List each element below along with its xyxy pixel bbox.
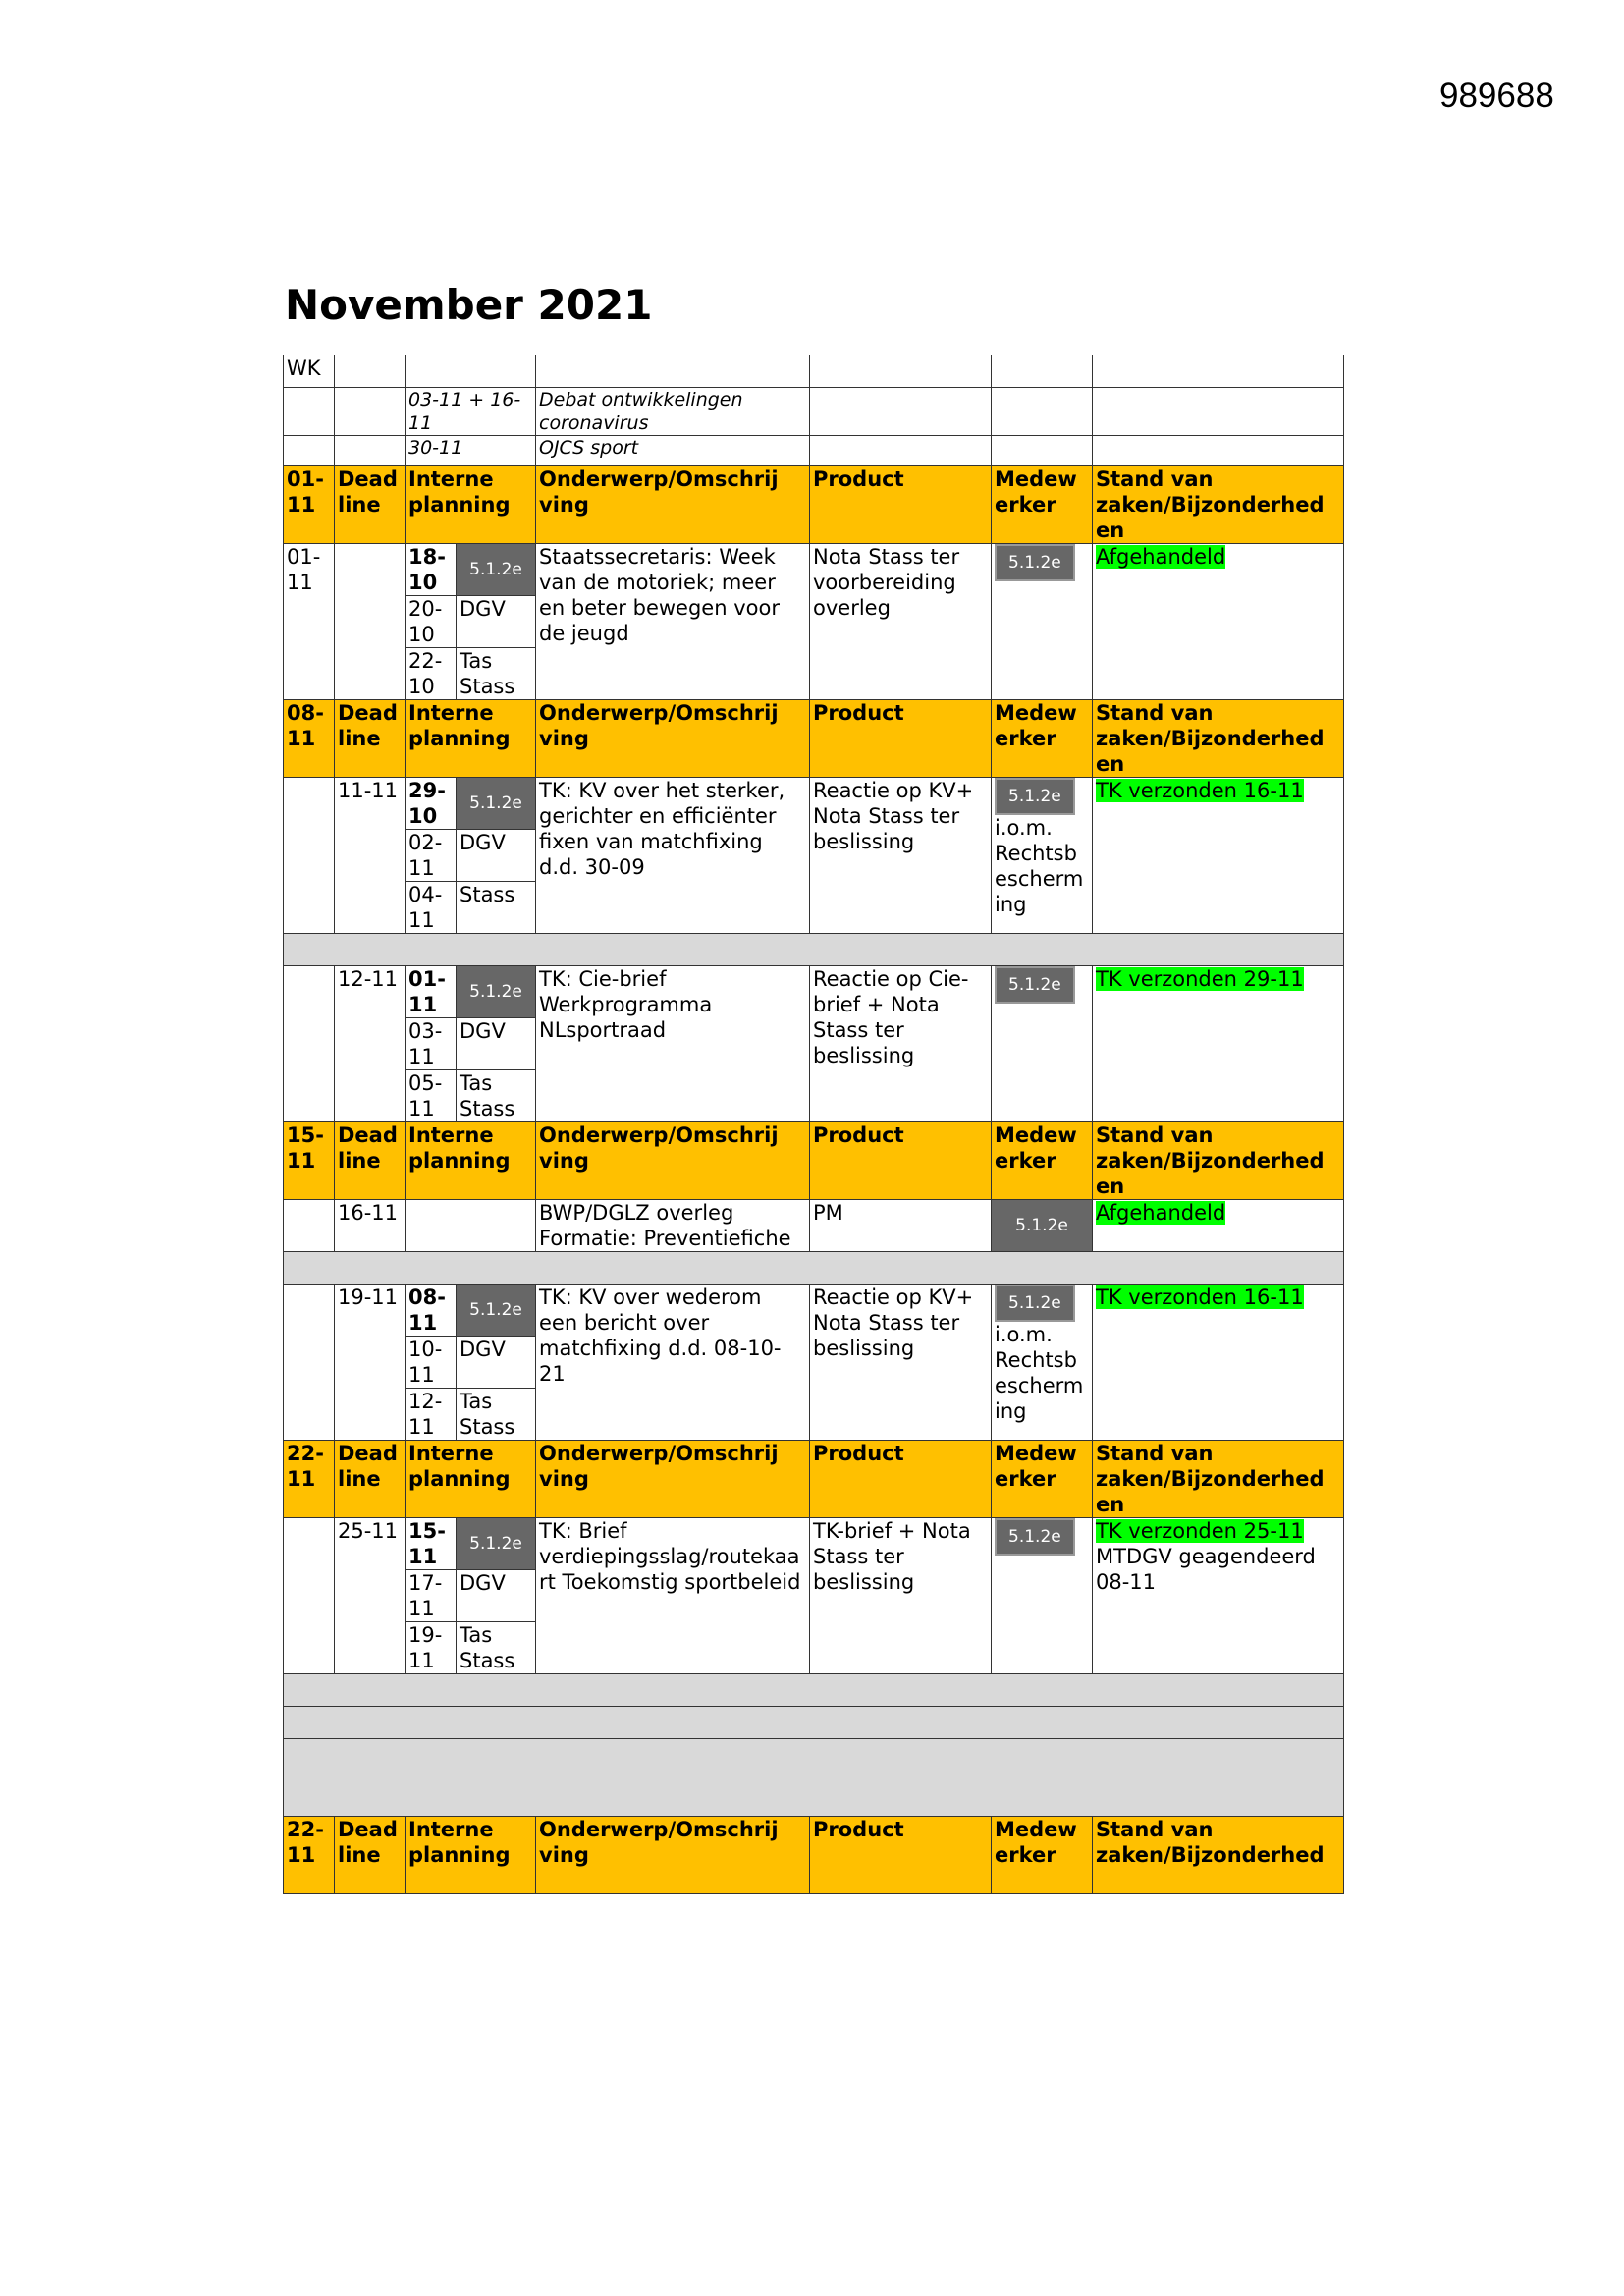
page-title: November 2021 (285, 281, 653, 329)
status-badge: TK verzonden 16-11 (1096, 779, 1304, 802)
header-planning: Interne planning (406, 466, 536, 544)
status-note: MTDGV geagendeerd 08-11 (1096, 1545, 1316, 1594)
status-cell (1093, 1285, 1344, 1441)
planning-who: DGV (457, 1337, 536, 1389)
header-row (284, 700, 1344, 778)
header-status: Stand van zaken/Bijzonderhed en (1093, 1122, 1344, 1200)
header-employee: Medew erker (992, 1441, 1093, 1518)
table-row (284, 966, 1344, 1018)
planning-who: Stass (457, 882, 536, 934)
week-cell: 01-11 (284, 544, 335, 700)
table-row (284, 355, 1344, 388)
employee-cell (992, 544, 1093, 700)
planning-who: Tas Stass (457, 648, 536, 700)
planning-date: 05-11 (406, 1070, 457, 1122)
planning-who: DGV (457, 830, 536, 882)
subject-cell: TK: Brief verdiepingsslag/routekaart Toekomstig sportbeleid (536, 1518, 810, 1674)
header-planning: Interne planning (406, 1441, 536, 1518)
planning-who: Tas Stass (457, 1070, 536, 1122)
planning-who: Tas Stass (457, 1389, 536, 1441)
week-label: 22-11 (284, 1817, 335, 1894)
status-badge: TK verzonden 29-11 (1096, 967, 1304, 991)
table-row (284, 1285, 1344, 1337)
week-cell (284, 1200, 335, 1252)
status-cell (1093, 544, 1344, 700)
planning-date: 12-11 (406, 1389, 457, 1441)
product-cell: TK-brief + Nota Stass ter beslissing (810, 1518, 992, 1674)
employee-cell: 5.1.2e i.o.m. Rechtsb escherm ing (992, 778, 1093, 934)
subject-cell: BWP/DGLZ overleg Formatie: Preventiefiche (536, 1200, 810, 1252)
planning-cell: 03-11 + 16-11 (406, 388, 536, 436)
table-row (284, 1200, 1344, 1252)
product-cell: Reactie op Cie-brief + Nota Stass ter beslissing (810, 966, 992, 1122)
redacted-block: 5.1.2e (457, 1285, 536, 1337)
week-label: 08-11 (284, 700, 335, 778)
week-label: 22-11 (284, 1441, 335, 1518)
table-row (284, 778, 1344, 830)
deadline-cell: 16-11 (335, 1200, 406, 1252)
table-row (284, 1518, 1344, 1570)
planning-date: 10-11 (406, 1337, 457, 1389)
header-product: Product (810, 1122, 992, 1200)
header-subject: Onderwerp/Omschrij ving (536, 1122, 810, 1200)
redacted-block: 5.1.2e (457, 1518, 536, 1570)
redacted-block: 5.1.2e (457, 778, 536, 830)
redacted-block: 5.1.2e (995, 544, 1075, 581)
planning-who: Tas Stass (457, 1622, 536, 1674)
planning-date: 29-10 (406, 778, 457, 830)
status-cell (1093, 1200, 1344, 1252)
status-badge: Afgehandeld (1096, 545, 1226, 569)
header-deadline: Dead line (335, 466, 406, 544)
week-cell (284, 966, 335, 1122)
planning-date: 22-10 (406, 648, 457, 700)
header-row (284, 1122, 1344, 1200)
week-label: 01-11 (284, 466, 335, 544)
subject-cell: Staatssecretaris: Week van de motoriek; meer en beter bewegen voor de jeugd (536, 544, 810, 700)
planning-who: DGV (457, 596, 536, 648)
product-cell: PM (810, 1200, 992, 1252)
separator-row (284, 1739, 1344, 1817)
redacted-block: 5.1.2e (995, 1518, 1075, 1556)
subject-cell: TK: KV over het sterker, gerichter en efficiënter fixen van matchfixing d.d. 30-09 (536, 778, 810, 934)
week-cell (284, 778, 335, 934)
planning-date: 08-11 (406, 1285, 457, 1337)
product-cell: Reactie op KV+ Nota Stass ter beslissing (810, 1285, 992, 1441)
header-status: Stand van zaken/Bijzonderhed en (1093, 466, 1344, 544)
planning-who: DGV (457, 1570, 536, 1622)
week-cell (284, 1285, 335, 1441)
header-row (284, 1817, 1344, 1894)
deadline-cell: 12-11 (335, 966, 406, 1122)
planning-date: 02-11 (406, 830, 457, 882)
separator-row (284, 1707, 1344, 1739)
header-employee: Medew erker (992, 466, 1093, 544)
table-row (284, 436, 1344, 466)
separator-row (284, 934, 1344, 966)
redacted-block: 5.1.2e (992, 1200, 1093, 1252)
deadline-cell (335, 544, 406, 700)
planning-date: 03-11 (406, 1018, 457, 1070)
deadline-cell: 25-11 (335, 1518, 406, 1674)
header-row (284, 1441, 1344, 1518)
header-deadline: Dead line (335, 1122, 406, 1200)
header-employee: Medew erker (992, 1817, 1093, 1894)
employee-cell: 5.1.2e i.o.m. Rechtsb escherm ing (992, 1285, 1093, 1441)
week-cell (284, 1518, 335, 1674)
planning-who: DGV (457, 1018, 536, 1070)
planning-date: 20-10 (406, 596, 457, 648)
planning-date: 15-11 (406, 1518, 457, 1570)
header-status: Stand van zaken/Bijzonderhed en (1093, 700, 1344, 778)
header-product: Product (810, 1817, 992, 1894)
planning-date: 18-10 (406, 544, 457, 596)
header-subject: Onderwerp/Omschrij ving (536, 1441, 810, 1518)
status-badge: TK verzonden 16-11 (1096, 1285, 1304, 1309)
table-row (284, 388, 1344, 436)
subject-cell: TK: KV over wederom een bericht over matchfixing d.d. 08-10-21 (536, 1285, 810, 1441)
employee-cell (992, 966, 1093, 1122)
deadline-cell: 19-11 (335, 1285, 406, 1441)
header-employee: Medew erker (992, 700, 1093, 778)
product-cell: Reactie op KV+ Nota Stass ter beslissing (810, 778, 992, 934)
subject-cell: OJCS sport (536, 436, 810, 466)
header-status: Stand van zaken/Bijzonderhed en (1093, 1441, 1344, 1518)
header-planning: Interne planning (406, 700, 536, 778)
deadline-cell: 11-11 (335, 778, 406, 934)
separator-row (284, 1252, 1344, 1285)
header-deadline: Dead line (335, 1817, 406, 1894)
table-row (284, 544, 1344, 596)
subject-cell: TK: Cie-brief Werkprogramma NLsportraad (536, 966, 810, 1122)
week-label: 15-11 (284, 1122, 335, 1200)
status-badge: Afgehandeld (1096, 1201, 1226, 1225)
header-product: Product (810, 700, 992, 778)
planning-date: 01-11 (406, 966, 457, 1018)
status-cell (1093, 966, 1344, 1122)
wk-label: WK (284, 355, 335, 388)
redacted-block: 5.1.2e (995, 966, 1075, 1004)
product-cell: Nota Stass ter voorbereiding overleg (810, 544, 992, 700)
header-status: Stand van zaken/Bijzonderhed (1093, 1817, 1344, 1894)
planning-date: 04-11 (406, 882, 457, 934)
header-employee: Medew erker (992, 1122, 1093, 1200)
planning-date: 19-11 (406, 1622, 457, 1674)
redacted-block: 5.1.2e (995, 778, 1075, 815)
header-row (284, 466, 1344, 544)
header-subject: Onderwerp/Omschrij ving (536, 1817, 810, 1894)
separator-row (284, 1674, 1344, 1707)
header-subject: Onderwerp/Omschrij ving (536, 466, 810, 544)
redacted-block: 5.1.2e (457, 544, 536, 596)
document-number: 989688 (1439, 77, 1554, 115)
planning-cell: 30-11 (406, 436, 536, 466)
status-badge: TK verzonden 25-11 (1096, 1519, 1304, 1543)
header-planning: Interne planning (406, 1122, 536, 1200)
header-product: Product (810, 1441, 992, 1518)
status-cell (1093, 778, 1344, 934)
header-product: Product (810, 466, 992, 544)
header-subject: Onderwerp/Omschrij ving (536, 700, 810, 778)
planning-date: 17-11 (406, 1570, 457, 1622)
planning-cell (406, 1200, 536, 1252)
header-deadline: Dead line (335, 700, 406, 778)
status-cell (1093, 1518, 1344, 1674)
employee-cell (992, 1518, 1093, 1674)
redacted-block: 5.1.2e (995, 1285, 1075, 1322)
planning-table (283, 355, 1344, 1894)
subject-cell: Debat ontwikkelingen coronavirus (536, 388, 810, 436)
redacted-block: 5.1.2e (457, 966, 536, 1018)
header-planning: Interne planning (406, 1817, 536, 1894)
header-deadline: Dead line (335, 1441, 406, 1518)
